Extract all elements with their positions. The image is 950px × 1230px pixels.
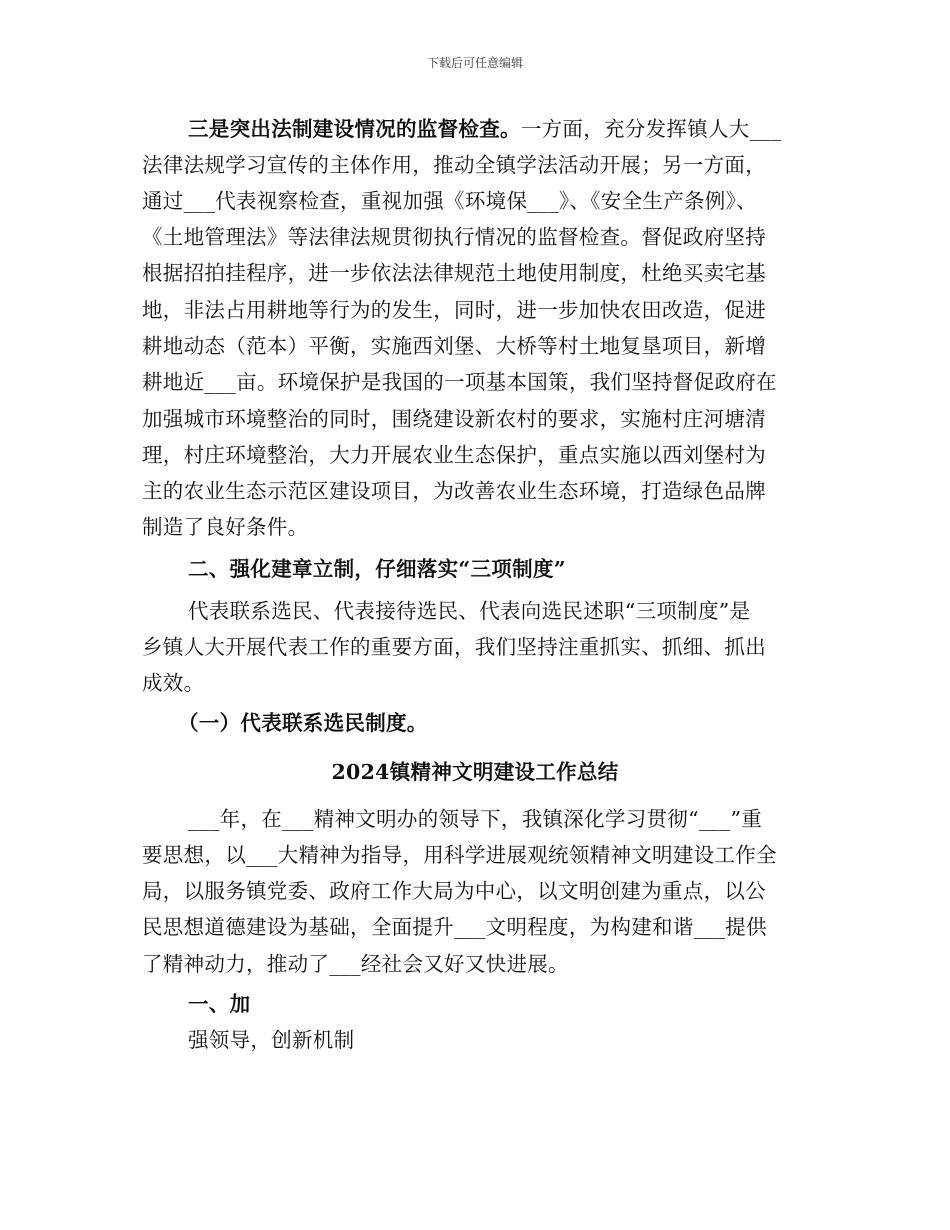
section-heading: 二、强化建章立制，仔细落实“三项制度”: [188, 557, 566, 581]
paragraph-line: 加强城市环境整治的同时，围绕建设新农村的要求，实施村庄河塘清: [142, 407, 766, 431]
paragraph-line: 代表联系选民、代表接待选民、代表向选民述职“三项制度”是: [188, 599, 751, 623]
paragraph-line: 制造了良好条件。: [142, 515, 309, 539]
paragraph-line: 根据招拍挂程序，进一步依法法律规范土地使用制度，杜绝买卖宅基: [142, 261, 766, 285]
page-header-note: 下载后可任意编辑: [426, 56, 523, 70]
paragraph-line: 了精神动力，推动了___经社会又好又快进展。: [142, 952, 569, 976]
line-text: 一方面，充分发挥镇人大___: [520, 117, 782, 141]
paragraph-line: 理，村庄环境整治，大力开展农业生态保护，重点实施以西刘堡村为: [142, 443, 766, 467]
paragraph-line: 民思想道德建设为基础，全面提升___文明程度，为构建和谐___提供: [142, 915, 767, 939]
paragraph-line: 《土地管理法》等法律法规贯彻执行情况的监督检查。督促政府坚持: [142, 225, 766, 249]
paragraph-line: 局，以服务镇党委、政府工作大局为中心，以文明创建为重点，以公: [142, 879, 766, 903]
paragraph-line: 地，非法占用耕地等行为的发生，同时，进一步加快农田改造，促进: [142, 298, 766, 322]
paragraph-line: 要思想，以___大精神为指导，用科学进展观统领精神文明建设工作全: [142, 843, 777, 867]
paragraph-line: 通过___代表视察检查，重视加强《环境保___》、《安全生产条例》、: [142, 189, 757, 213]
paragraph-line: 耕地近___亩。环境保护是我国的一项基本国策，我们坚持督促政府在: [142, 370, 777, 394]
section-heading: 一、加: [188, 992, 251, 1016]
paragraph-line: 成效。: [142, 671, 205, 695]
paragraph-line: [188, 115, 828, 143]
subsection-heading: （一）代表联系选民制度。: [178, 711, 428, 735]
paragraph-line: 耕地动态（范本）平衡，实施西刘堡、大桥等村土地复垦项目，新增: [142, 334, 766, 358]
paragraph-line: 主的农业生态示范区建设项目，为改善农业生态环境，打造绿色品牌: [142, 479, 766, 503]
paragraph-line: 强领导，创新机制: [188, 1028, 355, 1052]
lead-bold-text: 三是突出法制建设情况的监督检查。: [188, 117, 521, 141]
paragraph-line: 乡镇人大开展代表工作的重要方面，我们坚持注重抓实、抓细、抓出: [142, 635, 766, 659]
paragraph-line: 法律法规学习宣传的主体作用，推动全镇学法活动开展；另一方面，: [142, 153, 766, 177]
paragraph-line: ___年，在___精神文明办的领导下，我镇深化学习贯彻“___”重: [188, 807, 763, 831]
document-title: 2024镇精神文明建设工作总结: [331, 760, 619, 784]
